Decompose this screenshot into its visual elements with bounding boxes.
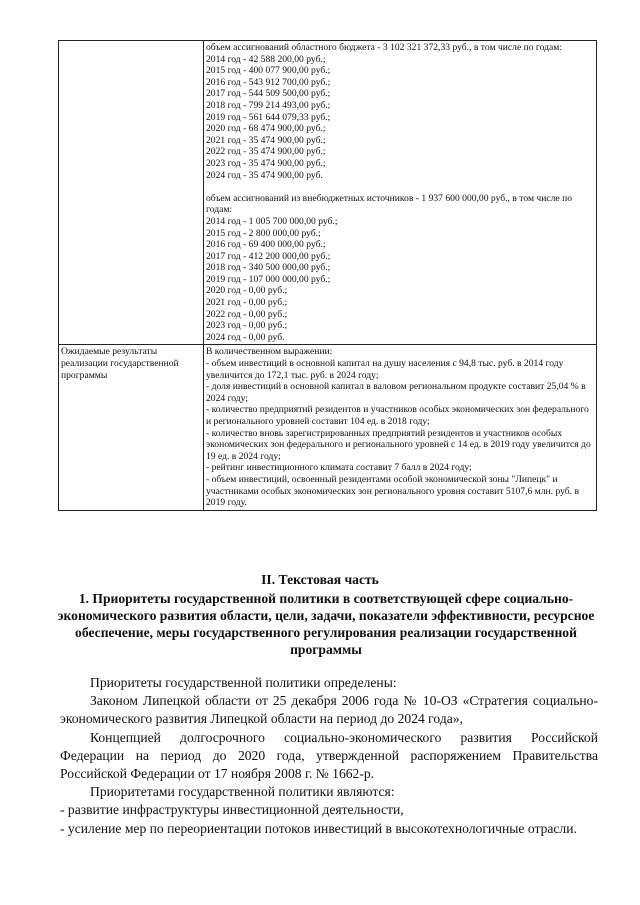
list-item: - рейтинг инвестиционного климата составит 7 балл в 2024 году; [206,462,472,474]
list-item: 2021 год - 35 474 900,00 руб.; [206,134,326,146]
table-row [59,345,597,510]
list-item: 2016 год - 543 912 700,00 руб.; [206,76,331,88]
list-item: 2018 год - 799 214 493,00 руб.; [206,99,331,111]
paragraph: Законом Липецкой области от 25 декабря 2006 года № 10-ОЗ «Стратегия социально-экономического развития Липецкой области на период до 2024 года», [60,693,598,727]
list-item: 2016 год - 69 400 000,00 руб.; [206,239,326,251]
expected-results-cell [204,345,597,510]
list-item: 2019 год - 561 644 079,33 руб.; [206,111,331,123]
list-item: - доля инвестиций в основной капитал в валовом региональном продукте составит 25,04 % в 2024 году; [206,381,586,404]
list-item: 2023 год - 35 474 900,00 руб.; [206,157,326,169]
extrabudgetary-intro: объем ассигнований из внебюджетных источников - 1 937 600 000,00 руб., в том числе по годам: [206,192,573,216]
section-title: II. Текстовая часть [261,572,379,587]
table-cell-label [59,41,204,345]
paragraph: - усиление мер по переориентации потоков инвестиций в высокотехнологичные отрасли. [60,820,577,836]
list-item: 2019 год - 107 000 000,00 руб.; [206,273,331,285]
financing-cell [204,41,597,345]
paragraph: Приоритетами государственной политики являются: [90,784,395,800]
list-item: - объем инвестиций в основной капитал на душу населения с 94,8 тыс. руб. в 2014 году увеличится до 172,1 тыс. руб. в 2024 году; [206,358,564,381]
list-item: 2014 год - 42 588 200,00 руб.; [206,53,326,65]
program-passport-table [58,40,597,511]
body-text [60,674,598,838]
list-item: - количество вновь зарегистрированных предприятий резидентов и участников особых экономических зон федерального и регионального уровней с 14 ед. в 2019 году увеличится до 19 ед. в 2024 году; [206,427,591,462]
list-item: - объем инвестиций, освоенный резидентами особой экономической зоны "Липецк" и участниками особых экономических зон регионального уровня составит 5107,6 млн. руб. в 2019 году. [206,473,580,509]
list-item: - количество предприятий резидентов и участников особых экономических зон федерального и регионального уровней составит 104 ед. в 2018 году; [206,404,589,427]
list-item: 2015 год - 400 077 900,00 руб.; [206,65,331,77]
list-item: 2017 год - 544 509 500,00 руб.; [206,88,331,100]
list-item: 2020 год - 0,00 руб.; [206,285,288,297]
list-item: 2024 год - 0,00 руб. [206,331,285,343]
list-item: 2024 год - 35 474 900,00 руб. [206,169,323,181]
section-subtitle: 1. Приоритеты государственной политики в соответствующей сфере социально-экономического развития области, цели, задачи, показатели эффективности, ресурсное обеспечение, меры государственного регулирования реализации государственной программы [57,591,595,657]
list-item: 2022 год - 35 474 900,00 руб.; [206,146,326,158]
list-item: 2022 год - 0,00 руб.; [206,308,288,320]
list-item: 2020 год - 68 474 900,00 руб.; [206,123,326,135]
list-item: 2015 год - 2 800 000,00 руб.; [206,227,321,239]
list-item: 2021 год - 0,00 руб.; [206,297,288,309]
paragraph: - развитие инфраструктуры инвестиционной деятельности, [60,802,404,818]
expected-results-label: Ожидаемые результаты реализации государственной программы [59,345,204,510]
table-row [59,41,597,345]
list-item: 2023 год - 0,00 руб.; [206,320,288,332]
regional-budget-intro: объем ассигнований областного бюджета - 3 102 321 372,33 руб., в том числе по годам: [206,42,563,53]
list-item: 2014 год - 1 005 700 000,00 руб.; [206,215,338,227]
list-item: 2018 год - 340 500 000,00 руб.; [206,262,331,274]
paragraph: Приоритеты государственной политики определены: [90,675,397,690]
list-item: В количественном выражении: [206,346,333,358]
spacer [206,181,594,193]
paragraph: Концепцией долгосрочного социально-экономического развития Российской Федерации на период до 2020 года, утвержденной распоряжением Правительства Российской Федерации от 17 ноября 2008 г. № 1662-р. [60,729,598,782]
list-item: 2017 год - 412 200 000,00 руб.; [206,250,331,262]
